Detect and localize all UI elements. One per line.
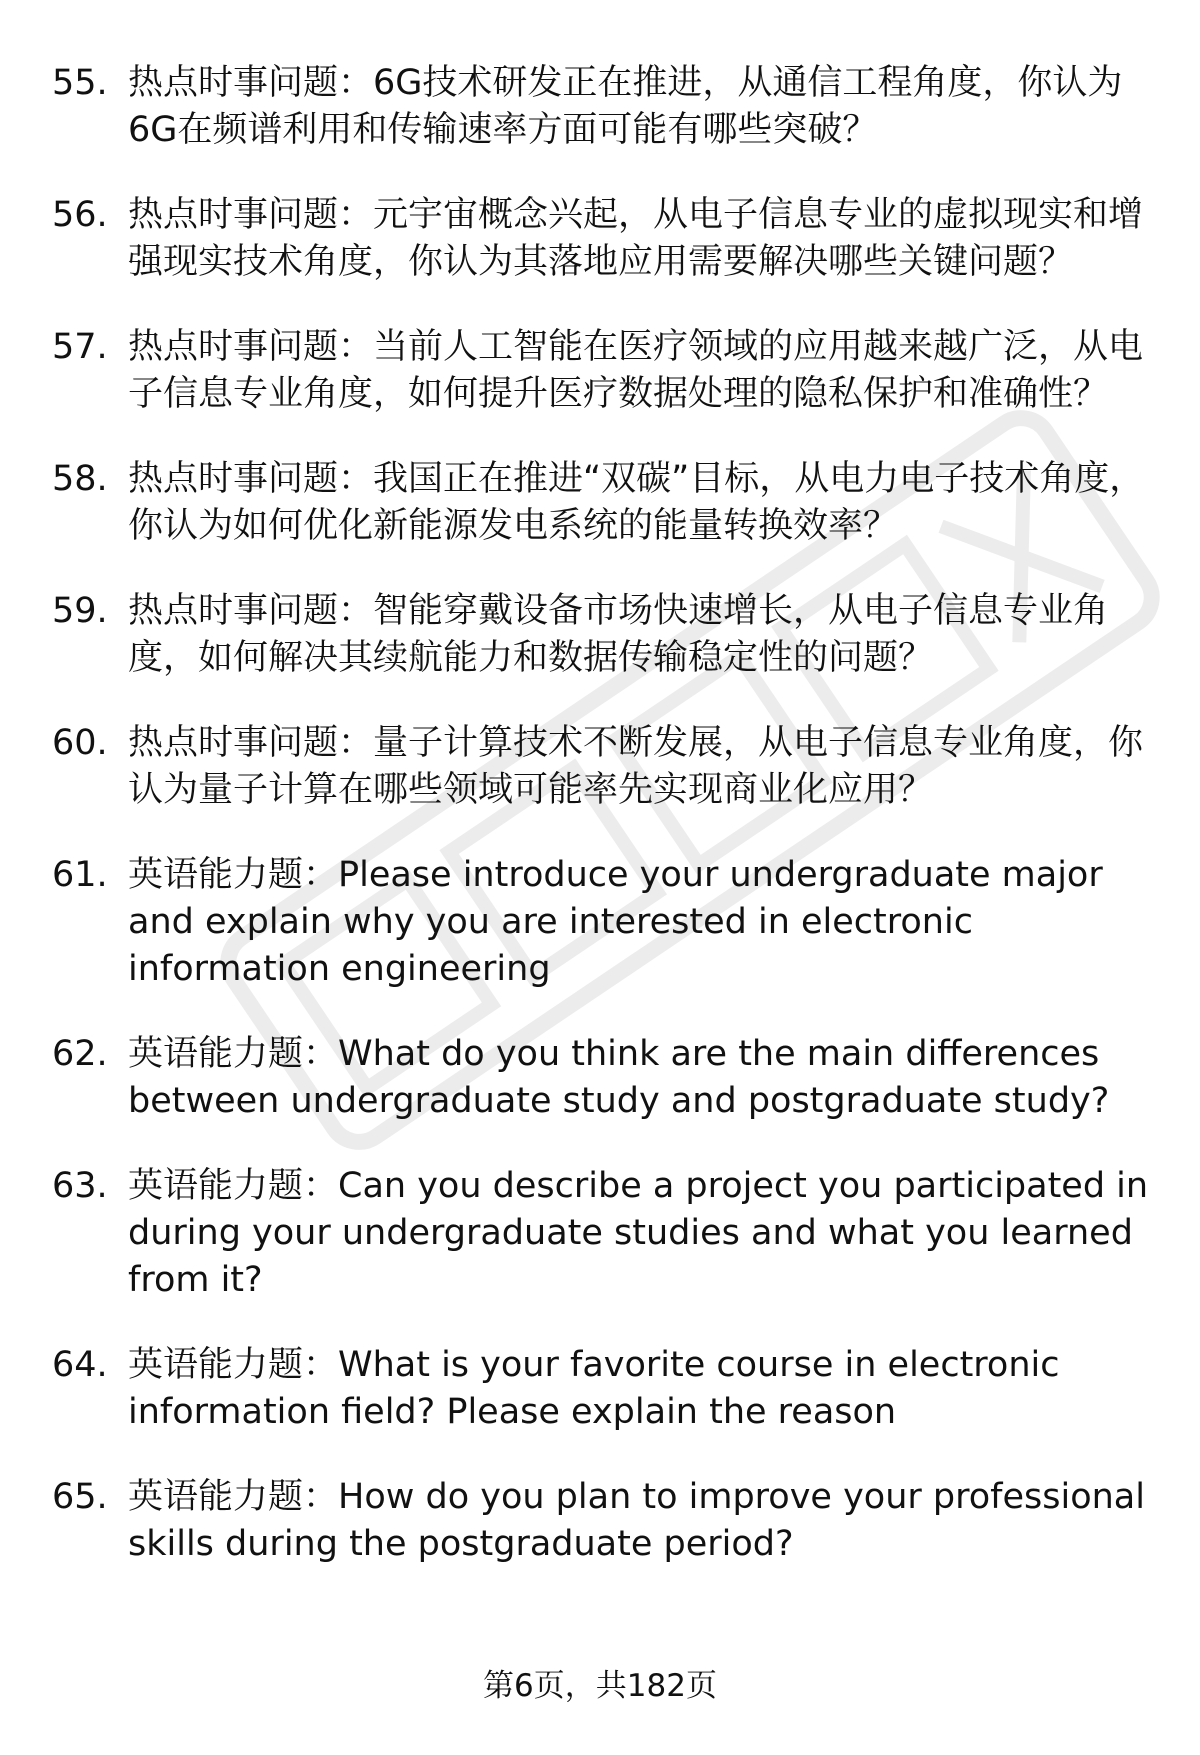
- question-text: 热点时事问题：智能穿戴设备市场快速增长，从电子信息专业角度，如何解决其续航能力和数据传输稳定性的问题？: [128, 591, 1109, 678]
- question-text: 热点时事问题：当前人工智能在医疗领域的应用越来越广泛，从电子信息专业角度，如何提升医疗数据处理的隐私保护和准确性？: [128, 327, 1144, 414]
- question-number: 65.: [52, 1477, 108, 1517]
- question-number: 64.: [52, 1345, 108, 1385]
- question-text: 热点时事问题：6G技术研发正在推进，从通信工程角度，你认为6G在频谱利用和传输速率方面可能有哪些突破？: [128, 63, 1123, 150]
- question-number: 56.: [52, 195, 108, 235]
- question-list: [52, 60, 1152, 1606]
- question-item: [52, 1342, 1152, 1436]
- question-item: [52, 324, 1152, 418]
- page-number-label: 第6页，共182页: [483, 1668, 717, 1704]
- question-text: 热点时事问题：量子计算技术不断发展，从电子信息专业角度，你认为量子计算在哪些领域可能率先实现商业化应用？: [128, 723, 1144, 810]
- question-number: 59.: [52, 591, 108, 631]
- question-number: 55.: [52, 63, 108, 103]
- page-footer: [0, 1666, 1200, 1706]
- question-item: [52, 1163, 1152, 1304]
- question-text: 英语能力题：What do you think are the main differences between undergraduate study and postgraduate study?: [128, 1034, 1110, 1121]
- question-number: 63.: [52, 1166, 108, 1206]
- question-number: 57.: [52, 327, 108, 367]
- question-item: [52, 1474, 1152, 1568]
- question-text: 英语能力题：What is your favorite course in electronic information field? Please explain the reason: [128, 1345, 1060, 1432]
- question-item: [52, 720, 1152, 814]
- question-item: [52, 456, 1152, 550]
- question-number: 61.: [52, 855, 108, 895]
- question-item: [52, 60, 1152, 154]
- question-text: 英语能力题：Can you describe a project you participated in during your undergraduate studies and what you learned from it?: [128, 1166, 1149, 1300]
- question-item: [52, 192, 1152, 286]
- question-item: [52, 1031, 1152, 1125]
- question-text: 热点时事问题：我国正在推进“双碳”目标，从电力电子技术角度，你认为如何优化新能源发电系统的能量转换效率？: [128, 459, 1145, 546]
- question-item: [52, 588, 1152, 682]
- question-number: 58.: [52, 459, 108, 499]
- question-item: [52, 852, 1152, 993]
- question-text: 英语能力题：Please introduce your undergraduate major and explain why you are interested in electronic information engineering: [128, 855, 1103, 989]
- question-text: 热点时事问题：元宇宙概念兴起，从电子信息专业的虚拟现实和增强现实技术角度，你认为其落地应用需要解决哪些关键问题？: [128, 195, 1144, 282]
- question-text: 英语能力题：How do you plan to improve your professional skills during the postgraduate period?: [128, 1477, 1145, 1564]
- question-number: 62.: [52, 1034, 108, 1074]
- question-number: 60.: [52, 723, 108, 763]
